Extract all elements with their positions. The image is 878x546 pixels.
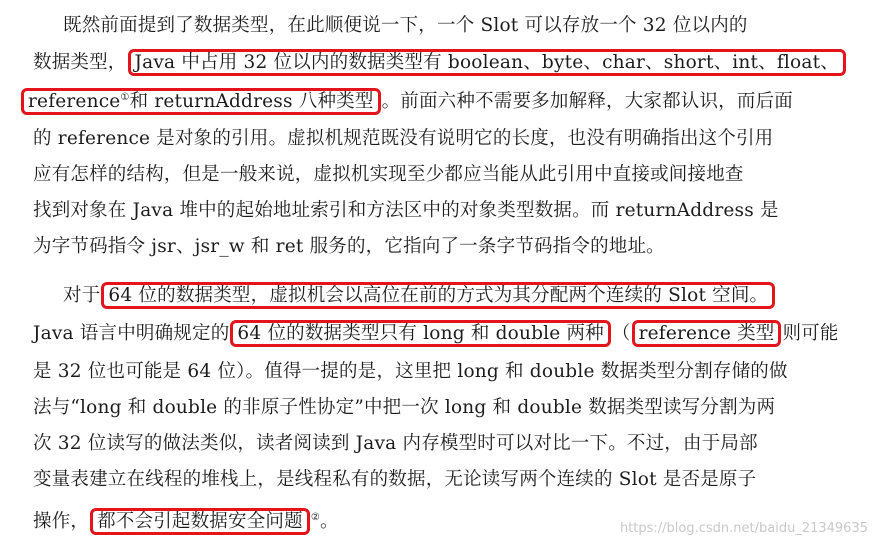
p1-line-5 bbox=[33, 157, 744, 193]
p2-line-6-text: 变量表建立在线程的堆栈上，是线程私有的数据，无论读写两个连续的 Slot 是否是原子 bbox=[33, 469, 757, 490]
footnote-2: ② bbox=[310, 512, 320, 523]
p1-line-4 bbox=[33, 121, 773, 157]
p1-line-3-text: 。前面六种不需要多加解释，大家都认识，而后面 bbox=[381, 91, 793, 112]
p2-line-7-text: 操作， bbox=[33, 511, 90, 532]
p1-line-6-text: 找到对象在 Java 堆中的起始地址索引和方法区中的对象类型数据。而 returnAddress 是 bbox=[33, 200, 779, 221]
p1-line-5-text: 应有怎样的结构，但是一般来说，虚拟机实现至少都应当能从此引用中直接或间接地查 bbox=[33, 164, 744, 185]
highlight-long-double: 64 位的数据类型只有 long 和 double 两种 bbox=[230, 320, 610, 347]
p1-line-7 bbox=[33, 229, 665, 265]
highlight-reference-returnaddress bbox=[21, 88, 381, 115]
p2-line-1-text: 对于 bbox=[63, 285, 101, 306]
p1-line-4-text: 的 reference 是对象的引用。虚拟机规范既没有说明它的长度，也没有明确指出这个引用 bbox=[33, 128, 774, 149]
p1-line-1-text: 既然前面提到了数据类型，在此顺便说一下，一个 Slot 可以存放一个 32 位以内的 bbox=[63, 15, 748, 36]
p2-line-4-text: 法与“long 和 double 的非原子性协定”中把一次 long 和 double 数据类型读写分割为两 bbox=[33, 397, 776, 418]
p2-line-3-text: 是 32 位也可能是 64 位）。值得一提的是，这里把 long 和 double 数据类型分割存储的做 bbox=[33, 361, 788, 382]
open-paren: （ bbox=[611, 323, 631, 344]
highlight-reference-type: reference 类型 bbox=[632, 320, 782, 347]
p2-line-4 bbox=[33, 390, 775, 426]
p2-line-2-tail: 则可能 bbox=[782, 323, 839, 344]
reference-word: reference bbox=[28, 91, 121, 112]
p1-line-7-text: 为字节码指令 jsr、jsr_w 和 ret 服务的，它指向了一条字节码指令的地址。 bbox=[33, 236, 665, 257]
highlight-64bit-slots: 64 位的数据类型，虚拟机会以高位在前的方式为其分配两个连续的 Slot 空间。 bbox=[101, 282, 775, 309]
p1-line-6 bbox=[33, 193, 779, 229]
p2-line-1 bbox=[63, 278, 776, 314]
p2-line-7-tail: 。 bbox=[319, 511, 339, 532]
p2-line-7 bbox=[33, 504, 339, 540]
p2-line-2-text: Java 语言中明确规定的 bbox=[33, 323, 230, 344]
footnote-1: ① bbox=[120, 92, 130, 103]
returnaddress-text: 和 returnAddress 八种类型 bbox=[129, 91, 374, 112]
p2-line-5-text: 次 32 位读写的做法类似，读者阅读到 Java 内存模型时可以对比一下。不过，由于局部 bbox=[33, 433, 758, 454]
p1-line-1 bbox=[63, 8, 748, 44]
highlight-no-data-safety-issue: 都不会引起数据安全问题 bbox=[90, 508, 310, 535]
p2-line-3 bbox=[33, 354, 788, 390]
p1-line-2-text: 数据类型， bbox=[33, 52, 127, 73]
p1-line-2 bbox=[33, 45, 847, 81]
highlight-32bit-types: Java 中占用 32 位以内的数据类型有 boolean、byte、char、short、int、float、 bbox=[128, 49, 846, 76]
p2-line-5 bbox=[33, 426, 758, 462]
watermark: https://blog.csdn.net/baidu_21349635 bbox=[619, 521, 868, 536]
p2-line-6 bbox=[33, 462, 756, 498]
p1-line-3 bbox=[20, 84, 793, 120]
p2-line-2 bbox=[33, 316, 839, 352]
